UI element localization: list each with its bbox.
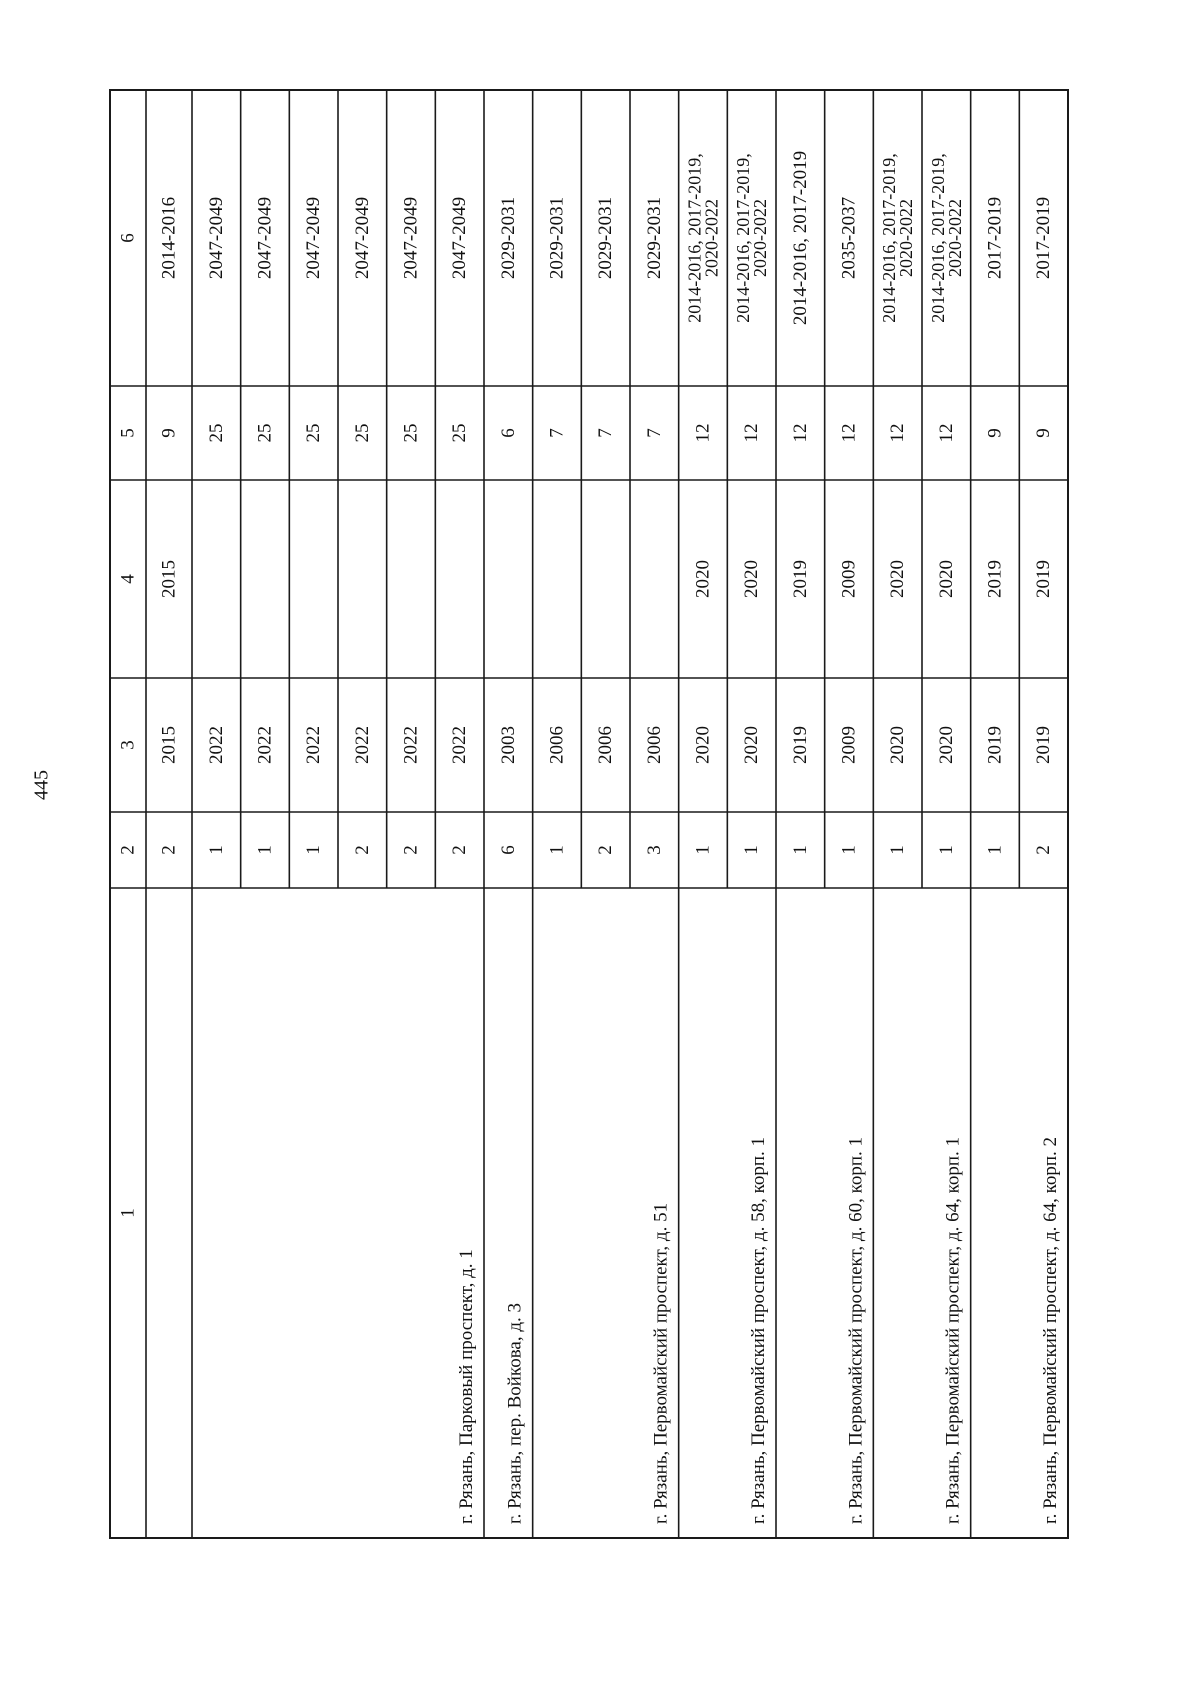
cell-floors: 9	[158, 428, 180, 438]
cell-repair-period: 2014-2016, 2017-2019,	[684, 153, 705, 323]
cell-year-installed: 2006	[595, 726, 617, 764]
cell-repair-period: 2029-2031	[643, 196, 665, 280]
cell-repair-period: 2047-2049	[400, 196, 422, 280]
cell-floors: 12	[789, 423, 811, 443]
cell-repair-period: 2020-2022	[750, 199, 771, 277]
address-label: г. Рязань, Парковый проспект, д. 1	[456, 1249, 477, 1524]
cell-year-installed: 2003	[497, 726, 519, 764]
cell-floors: 25	[351, 423, 373, 443]
cell-entrance-number: 1	[984, 845, 1006, 855]
cell-year-modernized: 2020	[935, 560, 957, 598]
cell-entrance-number: 1	[254, 845, 276, 855]
cell-entrance-number: 2	[351, 845, 373, 855]
cell-entrance-number: 1	[205, 845, 227, 855]
cell-repair-period: 2014-2016, 2017-2019,	[733, 153, 754, 323]
cell-year-installed: 2022	[400, 726, 422, 764]
cell-repair-period: 2014-2016	[158, 196, 180, 280]
cell-year-installed: 2019	[789, 726, 811, 764]
cell-entrance-number: 1	[838, 845, 860, 855]
cell-year-installed: 2022	[303, 726, 325, 764]
cell-year-installed: 2020	[935, 726, 957, 764]
cell-repair-period: 2029-2031	[546, 196, 568, 280]
cell-entrance-number: 1	[887, 845, 909, 855]
cell-repair-period: 2020-2022	[896, 199, 917, 277]
address-label: г. Рязань, Первомайский проспект, д. 64, корп. 1	[942, 1136, 964, 1524]
column-header-2: 2	[117, 845, 139, 855]
cell-floors: 25	[303, 423, 325, 443]
cell-repair-period: 2035-2037	[838, 196, 860, 280]
cell-floors: 12	[692, 423, 714, 443]
cell-floors: 7	[595, 428, 617, 438]
address-label: г. Рязань, Первомайский проспект, д. 60, корп. 1	[845, 1136, 867, 1524]
cell-year-installed: 2019	[1033, 726, 1055, 764]
cell-entrance-number: 1	[789, 845, 811, 855]
cell-repair-period: 2014-2016, 2017-2019	[789, 150, 811, 326]
column-header-4: 4	[117, 574, 139, 584]
cell-floors: 6	[497, 428, 519, 438]
cell-floors: 9	[984, 428, 1006, 438]
cell-entrance-number: 3	[643, 845, 665, 855]
cell-repair-period: 2047-2049	[449, 196, 471, 280]
cell-repair-period: 2029-2031	[497, 196, 519, 280]
address-label: г. Рязань, Первомайский проспект, д. 51	[650, 1202, 672, 1524]
column-header-3: 3	[117, 740, 139, 750]
column-header-6: 6	[117, 233, 139, 243]
cell-repair-period: 2020-2022	[944, 198, 965, 277]
address-label: г. Рязань, Первомайский проспект, д. 64, корп. 2	[1040, 1136, 1061, 1524]
cell-year-modernized: 2009	[838, 560, 860, 598]
cell-repair-period: 2017-2019	[984, 196, 1006, 280]
cell-year-modernized: 2020	[887, 560, 909, 598]
cell-entrance-number: 1	[546, 845, 568, 855]
cell-repair-period: 2020-2022	[701, 199, 722, 277]
cell-year-installed: 2020	[741, 726, 763, 764]
cell-year-installed: 2022	[351, 726, 373, 764]
cell-year-modernized: 2020	[692, 560, 714, 598]
cell-repair-period: 2047-2049	[205, 196, 227, 280]
cell-year-modernized: 2019	[984, 560, 1006, 598]
cell-floors: 7	[643, 428, 665, 438]
cell-floors: 25	[400, 423, 422, 443]
cell-floors: 12	[887, 423, 909, 443]
cell-entrance-number: 1	[692, 845, 714, 855]
cell-repair-period: 2047-2049	[254, 196, 276, 280]
cell-entrance-number: 2	[449, 845, 471, 855]
column-header-5: 5	[117, 428, 139, 438]
cell-year-installed: 2006	[643, 726, 665, 764]
cell-repair-period: 2047-2049	[303, 196, 325, 280]
column-header-1: 1	[117, 1208, 139, 1218]
cell-entrance-number: 2	[400, 845, 422, 855]
cell-floors: 25	[449, 423, 471, 443]
cell-entrance-number: 2	[595, 845, 617, 855]
cell-repair-period: 2014-2016, 2017-2019,	[927, 153, 948, 323]
cell-entrance-number: 6	[497, 845, 519, 855]
cell-year-modernized: 2015	[158, 560, 180, 598]
address-label: г. Рязань, Первомайский проспект, д. 58, корп. 1	[748, 1136, 769, 1524]
cell-floors: 12	[741, 423, 763, 443]
cell-floors: 12	[838, 423, 860, 443]
cell-year-installed: 2022	[449, 726, 471, 764]
cell-year-installed: 2022	[205, 726, 227, 764]
cell-year-installed: 2020	[887, 726, 909, 764]
cell-entrance-number: 1	[935, 845, 957, 855]
cell-repair-period: 2017-2019	[1033, 196, 1055, 280]
cell-repair-period: 2014-2016, 2017-2019,	[879, 153, 900, 323]
cell-floors: 25	[254, 423, 276, 443]
cell-floors: 9	[1033, 428, 1055, 438]
cell-entrance-number: 1	[303, 845, 325, 855]
cell-repair-period: 2047-2049	[351, 196, 373, 280]
cell-floors: 7	[546, 428, 568, 438]
cell-year-installed: 2022	[254, 726, 276, 764]
cell-year-modernized: 2020	[741, 560, 763, 598]
cell-entrance-number: 1	[741, 845, 763, 855]
cell-year-installed: 2015	[158, 726, 180, 764]
cell-year-installed: 2019	[984, 726, 1006, 764]
cell-year-installed: 2009	[838, 726, 860, 764]
cell-floors: 25	[205, 423, 227, 443]
cell-entrance-number: 2	[1033, 845, 1055, 855]
cell-year-installed: 2020	[692, 726, 714, 764]
cell-floors: 12	[935, 423, 957, 443]
cell-year-installed: 2006	[546, 726, 568, 764]
cell-repair-period: 2029-2031	[595, 196, 617, 280]
page-number-text: 445	[30, 770, 53, 800]
cell-entrance-number: 2	[158, 845, 180, 855]
address-label: г. Рязань, пер. Войкова, д. 3	[504, 1302, 526, 1524]
cell-year-modernized: 2019	[789, 560, 811, 598]
table-frame	[110, 90, 1068, 1538]
cell-year-modernized: 2019	[1033, 560, 1055, 598]
